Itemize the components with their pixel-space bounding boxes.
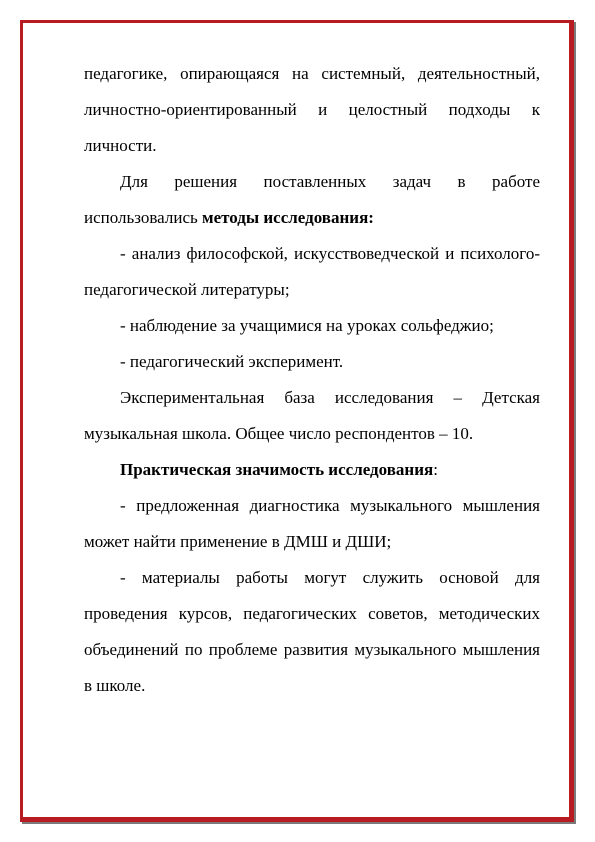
methods-heading: методы исследования:	[202, 208, 374, 227]
list-item-experiment: - педагогический эксперимент.	[120, 352, 344, 371]
paragraph-practical-significance	[84, 452, 540, 488]
paragraph-methods	[84, 164, 540, 236]
practical-significance-colon: :	[433, 460, 438, 479]
document-body	[84, 56, 540, 704]
list-item-diagnostics: - предложенная диагностика музыкального мышления может найти применение в ДМШ и ДШИ;	[84, 496, 540, 551]
methods-text: Для решения поставленных задач в работе использовались	[84, 172, 540, 227]
paragraph-intro-continuation: педагогике, опирающаяся на системный, деятельностный, личностно-ориентированный и целостный подходы к личности.	[84, 64, 540, 155]
practical-significance-heading: Практическая значимость исследования	[120, 460, 434, 479]
list-item-analysis: - анализ философской, искусствоведческой и психолого-педагогической литературы;	[84, 244, 540, 299]
list-item-materials: - материалы работы могут служить основой для проведения курсов, педагогических советов, методических объединений по проблеме развития музыкального мышления в школе.	[84, 568, 540, 695]
list-item-observation: - наблюдение за учащимися на уроках сольфеджио;	[120, 316, 494, 335]
paragraph-experimental-base: Экспериментальная база исследования – Детская музыкальная школа. Общее число респондентов – 10.	[84, 388, 540, 443]
